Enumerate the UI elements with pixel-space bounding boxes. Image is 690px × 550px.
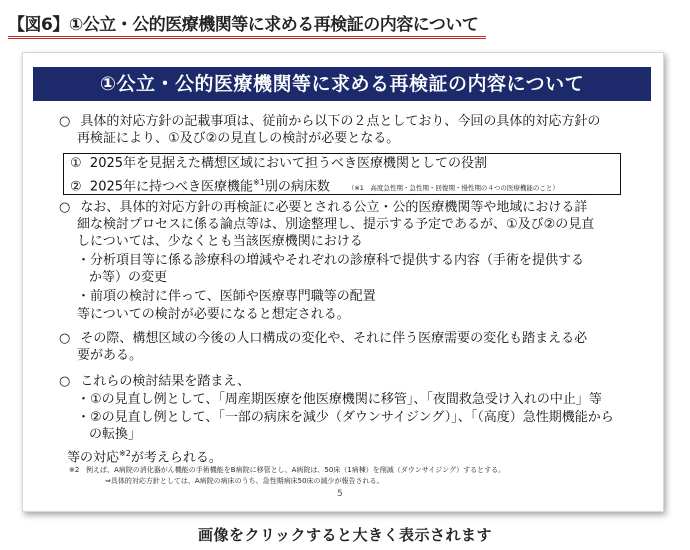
paragraph-1 bbox=[59, 113, 600, 130]
box-item-1 bbox=[70, 155, 487, 173]
title-underline bbox=[8, 36, 486, 39]
box-item-2-text-a: 2025年に持つべき医療機能 bbox=[89, 179, 254, 195]
page-number: 5 bbox=[337, 489, 343, 499]
note-2-line1 bbox=[69, 465, 505, 475]
p2-sub2: ・前項の検討に伴って、医師や医療専門職等の配置 bbox=[77, 289, 376, 304]
p4-line2-b: が考えられる。 bbox=[130, 450, 222, 466]
p4-sub2-line1: ・②の見直し例として、「一部の病床を減少（ダウンサイジング）」、「（高度）急性期機能から bbox=[77, 410, 614, 425]
box-item-2-text-b: 別の病床数 bbox=[264, 179, 330, 195]
p4-line2-a: 等の対応 bbox=[67, 450, 120, 466]
bullet-circle-icon: ○ bbox=[59, 331, 71, 346]
note-2-line2: ⇒具体的対応方針としては、A病院の病床のうち、急性期病床50床の減少が報告される。 bbox=[105, 477, 384, 485]
commitment-box bbox=[63, 153, 621, 195]
p4-line1: これらの検討結果を踏まえ、 bbox=[80, 374, 251, 389]
p4-sub1: ・①の見直し例として、「周産期医療を他医療機関に移管」、「夜間救急受け入れの中止」等 bbox=[77, 392, 602, 407]
p2-line2: 細な検討プロセスに係る論点等は、別途整理し、提示する予定であるが、①及び②の見直 bbox=[77, 217, 595, 232]
figure-title: 【図6】①公立・公的医療機関等に求める再検証の内容について bbox=[8, 15, 479, 35]
paragraph-3 bbox=[59, 330, 587, 347]
paragraph-4 bbox=[59, 373, 250, 390]
enlarge-caption: 画像をクリックすると大きく表示されます bbox=[198, 526, 492, 544]
bullet-circle-icon: ○ bbox=[59, 200, 71, 215]
box-item-2-num: ② bbox=[70, 179, 82, 195]
p2-line1: なお、具体的対応方針の再検証に必要とされる公立・公的医療機関等や地域における詳 bbox=[80, 200, 588, 215]
p4-line2-sup: ※2 bbox=[119, 449, 131, 458]
box-item-2-note: （※1 高度急性期・急性期・回復期・慢性期の４つの医療機能のこと） bbox=[347, 184, 559, 193]
p4-line2 bbox=[67, 445, 222, 466]
paragraph-2 bbox=[59, 199, 587, 216]
note-2-mark: ※2 bbox=[69, 466, 80, 474]
p4-sub2-line2: の転換」 bbox=[89, 427, 142, 442]
bullet-circle-icon: ○ bbox=[59, 374, 71, 389]
box-item-1-text: 2025年を見据えた構想区域において担うべき医療機関としての役割 bbox=[89, 156, 488, 171]
p3-line1: その際、構想区域の今後の人口構成の変化や、それに伴う医療需要の変化も踏まえる必 bbox=[80, 331, 588, 346]
p2-line4: 等についての検討が必要になると想定される。 bbox=[77, 307, 350, 322]
slide-banner: ①公立・公的医療機関等に求める再検証の内容について bbox=[33, 67, 651, 101]
p3-line2: 要がある。 bbox=[77, 348, 143, 363]
p2-line3: しについては、少なくとも当該医療機関における bbox=[77, 234, 363, 249]
p2-sub1-line2: か等）の変更 bbox=[89, 270, 168, 285]
note-2-text-1: 例えば、A病院の消化器がん機能の手術機能をB病院に移管とし、A病院は、50床（1病棟）を削減（ダウンサイジング）するとする。 bbox=[86, 466, 506, 474]
box-item-1-num: ① bbox=[70, 156, 82, 171]
p2-sub1-line1: ・分析項目等に係る診療科の増減やそれぞれの診療科で提供する内容（手術を提供する bbox=[77, 253, 585, 268]
box-item-2 bbox=[70, 174, 559, 197]
bullet-circle-icon: ○ bbox=[59, 114, 71, 129]
figure-header bbox=[8, 6, 488, 38]
p1-line2: 再検証により、①及び②の見直しの検討が必要となる。 bbox=[77, 131, 400, 146]
box-item-2-sup: ※1 bbox=[253, 178, 265, 187]
p1-line1: 具体的対応方針の記載事項は、従前から以下の２点としており、今回の具体的対応方針の bbox=[80, 114, 601, 129]
slide-image[interactable] bbox=[22, 52, 664, 512]
